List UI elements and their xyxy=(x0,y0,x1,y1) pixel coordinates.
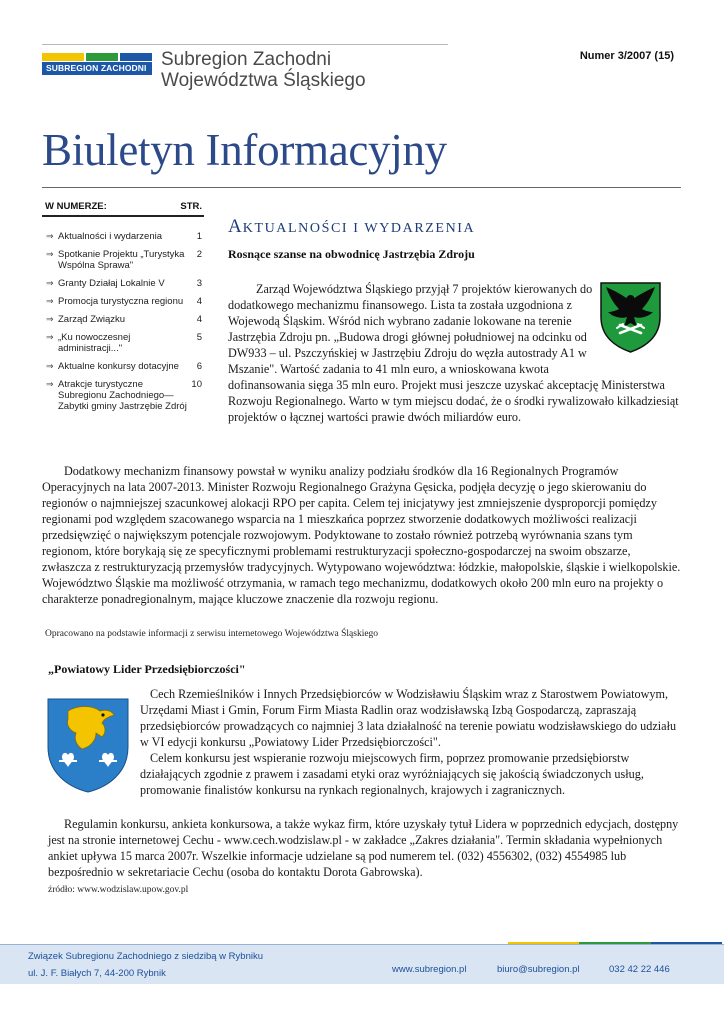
footer-line-2: ul. J. F. Białych 7, 44-200 Rybnik xyxy=(28,968,166,979)
toc-item[interactable] xyxy=(42,361,204,372)
toc-item[interactable] xyxy=(42,332,204,354)
toc-item-page: 4 xyxy=(196,314,202,325)
article-2-paragraph-1 xyxy=(48,686,682,798)
toc-item[interactable] xyxy=(42,314,204,325)
toc-header-right: STR. xyxy=(180,201,202,212)
logo-line-1: Subregion Zachodni xyxy=(161,49,332,70)
arrow-right-icon: ⇒ xyxy=(46,231,54,241)
footer-line-1: Związek Subregionu Zachodniego z siedzibą w Rybniku xyxy=(28,951,263,962)
toc-item[interactable] xyxy=(42,379,204,412)
article-paragraph-2 xyxy=(42,463,682,607)
logo-line-2: Województwa Śląskiego xyxy=(161,70,366,91)
toc-item-label: „Ku nowoczesnej administracji..." xyxy=(58,332,131,354)
toc-item-label: Aktualne konkursy dotacyjne xyxy=(58,361,179,372)
arrow-right-icon: ⇒ xyxy=(46,379,54,389)
toc-item-label: Zarząd Związku xyxy=(58,314,126,325)
article-paragraph-2-text: Dodatkowy mechanizm finansowy powstał w wyniku analizy podziału środków dla 16 Regionalnych Programów Operacyjnych na lata 2007-2013. Minister Rozwoju Regionalnego Grażyna Gęsicka, podjęła decyzję o jego skierowaniu do regionów o najmniejszej szacunkowej alokacji RPO per capita. Celem tej inicjatywy jest zmniejszenie dysproporcji pomiędzy regionami pod względem szacowanego wsparcia na 1 mieszkańca poprzez stworzenie dodatkowych możliwości realizacji przedsięwzięć o największym potencjale rozwojowym. Podyktowane to zostało również potrzebą wyrównania szans tym regionom, które borykają się ze specyficznymi problemami restrukturyzacji społeczno-gospodarczej na swoim obszarze, zwłaszcza z restrukturyzacją przemysłów tradycyjnych. Wytypowano województwa: łódzkie, małopolskie, śląskie i wielkopolskie. Województwo Śląskie ma możliwość otrzymania, w ramach tego mechanizmu, dodatkowych około 200 mln euro na projekty o charakterze ponadregionalnym, mające kluczowe znaczenie dla rozwoju regionu. xyxy=(42,464,681,606)
toc-item-label: Atrakcje turystyczne Subregionu Zachodniego— Zabytki gminy Jastrzębie Zdrój xyxy=(58,379,187,412)
toc-item-label: Aktualności i wydarzenia xyxy=(58,231,163,242)
subregion-logo xyxy=(42,53,152,75)
toc-item-page: 3 xyxy=(196,278,202,289)
article-2-paragraph-3 xyxy=(48,816,682,880)
logo-band xyxy=(42,62,152,75)
toc-header-left: W NUMERZE: xyxy=(45,201,107,212)
logo-badge-text: SUBREGION ZACHODNI xyxy=(46,63,147,73)
article-paragraph-1-text: Zarząd Województwa Śląskiego przyjął 7 projektów kierowanych do dodatkowego mechanizmu finansowego. Lista ta została uzgodniona z Wojewodą Śląskim. Wśród nich wybrano zadanie lokowane na terenie Jastrzębia Zdroju pn. „Budowa drogi głównej południowej na odcinku od DW933 – ul. Pszczyńskiej w Jastrzębiu Zdroju do węzła autostrady A1 w Mszanie". Wartość zadania to 41 mln euro, a wnioskowana kwota dofinansowania sięga 35 mln euro. Projekt musi jeszcze uzyskać akceptację Ministerstwa Rozwoju Regionalnego. Warto w tym miejscu dodać, że o środki rywalizowało kilkadziesiąt projektów o łącznej wartości prawie dwóch miliardów euro. xyxy=(228,282,679,424)
title-rule xyxy=(42,187,681,188)
toc-item[interactable] xyxy=(42,296,204,307)
crest-spacer xyxy=(48,686,140,794)
article-2-paragraph-2-text: Celem konkursu jest wspieranie rozwoju miejscowych firm, poprzez promowanie przedsiębiorstw działających zgodnie z prawem i zasadami etyki oraz wyróżniających się jakością świadczonych usług, promowanie finalistów konkursu na rynkach regionalnych, krajowych i zagranicznych. xyxy=(140,751,644,797)
arrow-right-icon: ⇒ xyxy=(46,278,54,288)
footer-website-link[interactable]: www.subregion.pl xyxy=(392,964,467,975)
article-2-paragraph-1-text: Cech Rzemieślników i Innych Przedsiębiorców w Wodzisławiu Śląskim wraz z Starostwem Powiatowym, Urzędami Miast i Gmin, Forum Firm Miasta Radlin oraz wodzisławską Izbą Gospodarczą, zapraszają przedsiębiorców prowadzących co najmniej 3 lata działalność na terenie powiatu wodzisławskiego do udziału w VI edycji konkursu „Powiatowy Lider Przedsiębiorczości". xyxy=(140,687,677,749)
article-2-paragraph-3-text: Regulamin konkursu, ankieta konkursowa, a także wykaz firm, które uzyskały tytuł Lidera w poprzednich edycjach, dostępny jest na stronie internetowej Cechu - www.cech.wodzislaw.pl - w zakładce „Zakres działania". Termin składania wypełnionych ankiet upływa 15 marca 2007r. Wszelkie informacje udzielane są pod numerem tel. (032) 4556302, (032) 4554985 lub bezpośrednio w sekretariacie Cechu (osoba do kontaktu Dorota Gabrowska). xyxy=(48,817,679,879)
table-of-contents xyxy=(42,201,204,419)
toc-item-label: Granty Działaj Lokalnie V xyxy=(58,278,165,289)
article-2-source: źródło: www.wodzislaw.upow.gov.pl xyxy=(48,885,189,895)
toc-item-label: Spotkanie Projektu „Turystyka Wspólna Sprawa" xyxy=(58,249,185,271)
footer-phone: 032 42 22 446 xyxy=(609,964,670,975)
section-title-rest: KTUALNOŚCI I WYDARZENIA xyxy=(242,221,476,236)
toc-item[interactable] xyxy=(42,278,204,289)
logo-stripe-yellow xyxy=(42,53,84,61)
toc-item-page: 6 xyxy=(196,361,202,372)
toc-item-page: 4 xyxy=(196,296,202,307)
section-title xyxy=(228,216,475,238)
article-title: Rosnące szanse na obwodnicę Jastrzębia Zdroju xyxy=(228,247,475,261)
arrow-right-icon: ⇒ xyxy=(46,296,54,306)
crest-spacer xyxy=(597,281,683,377)
arrow-right-icon: ⇒ xyxy=(46,361,54,371)
toc-list xyxy=(42,231,204,412)
issue-number: Numer 3/2007 (15) xyxy=(579,50,674,62)
toc-item[interactable] xyxy=(42,249,204,271)
toc-item-label: Promocja turystyczna regionu xyxy=(58,296,184,307)
toc-item-page: 2 xyxy=(196,249,202,260)
article-source: Opracowano na podstawie informacji z serwisu internetowego Województwa Śląskiego xyxy=(45,629,379,639)
toc-header xyxy=(42,201,204,217)
logo-stripe-green xyxy=(86,53,118,61)
article-paragraph-1 xyxy=(228,281,683,425)
page-title: Biuletyn Informacyjny xyxy=(42,125,447,175)
arrow-right-icon: ⇒ xyxy=(46,314,54,324)
logo-stripe-blue xyxy=(120,53,152,61)
toc-item[interactable] xyxy=(42,231,204,242)
footer-email-link[interactable]: biuro@subregion.pl xyxy=(497,964,580,975)
toc-item-page: 10 xyxy=(191,379,202,390)
toc-item-page: 5 xyxy=(196,332,202,343)
arrow-right-icon: ⇒ xyxy=(46,249,54,259)
article-2-block xyxy=(48,686,682,798)
article-2-title: „Powiatowy Lider Przedsiębiorczości" xyxy=(48,662,246,676)
section-title-initial: A xyxy=(228,216,243,237)
arrow-right-icon: ⇒ xyxy=(46,332,54,342)
toc-item-page: 1 xyxy=(196,231,202,242)
logo-name xyxy=(161,49,366,91)
header-rule xyxy=(42,44,448,45)
